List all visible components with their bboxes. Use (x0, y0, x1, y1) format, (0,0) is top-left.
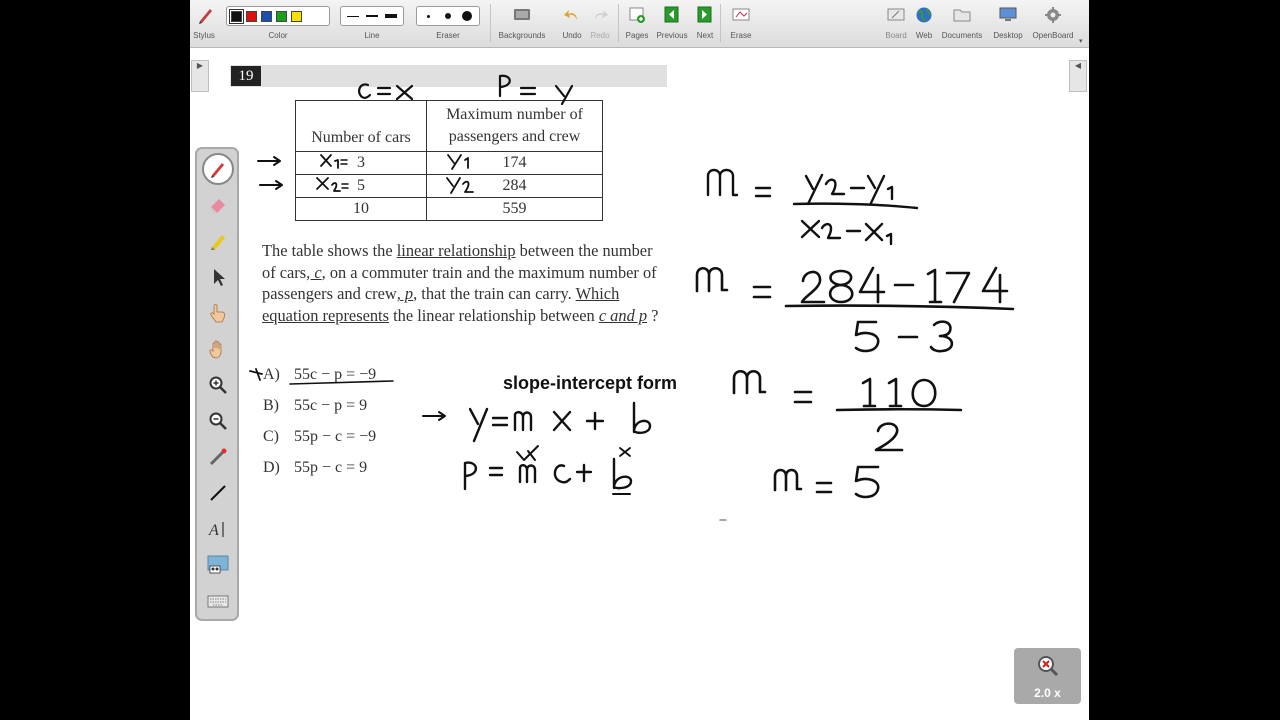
question-fragment: The table shows the (262, 241, 397, 260)
ink-m (697, 268, 727, 291)
answer-letter: C) (263, 428, 279, 445)
answer-letter: B) (263, 397, 279, 414)
ink-digit-4 (983, 268, 1007, 302)
previous-label: Previous (656, 31, 688, 40)
answer-text: 55c − p = 9 (294, 397, 368, 414)
table-header-crew-line1: Maximum number of (446, 106, 583, 123)
table-cell-crew: 559 (427, 198, 603, 221)
ink-equals (493, 418, 507, 425)
ink-digit-2 (876, 424, 902, 450)
ink-check-mark (250, 369, 262, 380)
documents-label: Documents (941, 31, 983, 40)
page-number: 19 (231, 66, 261, 86)
handwritten-ink-layer (190, 0, 1089, 720)
question-underlined: , p (396, 284, 414, 304)
question-fragment: , on a commuter train and the maximum number of passengers and crew (262, 262, 657, 304)
ink-x (620, 448, 630, 456)
ink-equals (754, 287, 770, 297)
ink-equals (795, 392, 811, 402)
question-fragment: , that the train can carry. (413, 284, 576, 304)
answer-letter: D) (263, 459, 280, 476)
ink-x1 (321, 155, 338, 168)
table-cell-crew: 174 (427, 152, 603, 175)
question-underlined: c and p (598, 306, 648, 326)
zoom-indicator[interactable] (1014, 648, 1081, 704)
question-underlined: Which equation represents (262, 284, 620, 326)
ink-m (708, 170, 737, 195)
svg-text:A: A (209, 522, 219, 539)
ink-x (397, 86, 412, 99)
chevron-right-icon: ▶ (196, 61, 204, 70)
ink-y1 (448, 155, 468, 169)
ink-digit-5 (856, 322, 878, 351)
ink-digit-5 (856, 467, 878, 497)
ink-fraction-bar (794, 204, 917, 208)
table-cell-cars: 10 (296, 198, 427, 221)
ink-x1 (866, 224, 891, 244)
ink-x (802, 221, 819, 237)
table-cell-crew: 284 (427, 175, 603, 198)
ink-digit-2 (802, 272, 824, 302)
ink-c (555, 465, 570, 482)
ink-arrow (423, 412, 445, 420)
ink-x (554, 412, 570, 430)
color-label: Color (268, 31, 288, 40)
answer-text: 55p − c = −9 (294, 428, 377, 445)
table-header-cars: Number of cars (296, 101, 427, 152)
ink-y (806, 175, 822, 204)
ink-equals (378, 88, 390, 94)
ink-digit-1 (928, 270, 941, 302)
ink-m (520, 465, 535, 482)
ink-equals (490, 468, 502, 475)
zoom-reset-icon (1036, 654, 1060, 678)
desktop-label: Desktop (993, 31, 1023, 40)
ink-arrow (258, 157, 280, 165)
ink-digit-7 (947, 273, 969, 302)
ink-y (556, 86, 572, 104)
ink-digit-3 (931, 322, 952, 352)
ink-b (614, 459, 631, 488)
slope-intercept-label: slope-intercept form (503, 373, 678, 393)
question-fragment: ? (647, 306, 659, 326)
ink-m (515, 412, 531, 430)
ink-p (500, 76, 510, 96)
table-header-crew-line2: passengers and crew (448, 128, 581, 145)
ink-equals (521, 88, 535, 94)
question-fragment: between the number of cars (262, 241, 653, 282)
ink-digit-4 (860, 268, 884, 302)
ink-fraction-bar (786, 306, 1013, 309)
chevron-left-icon: ◀ (1074, 61, 1082, 70)
ink-equals (817, 483, 831, 492)
ink-y1 (868, 176, 892, 203)
next-label: Next (696, 31, 714, 40)
question-underlined: linear relationship (396, 241, 516, 260)
openboard-label: OpenBoard (1032, 31, 1074, 40)
question-underlined: , c (306, 262, 322, 282)
ink-p (465, 463, 476, 489)
undo-label: Undo (562, 31, 582, 40)
ink-m (734, 371, 765, 393)
ink-m (775, 470, 801, 490)
answer-text: 55c − p = −9 (294, 366, 377, 383)
ink-x2 (317, 178, 340, 191)
ink-digit-0 (913, 380, 936, 406)
question-fragment: the linear relationship between (388, 306, 599, 326)
web-label: Web (915, 31, 933, 40)
ink-equals (342, 184, 348, 188)
ink-plus (587, 413, 603, 429)
ink-plus (577, 465, 591, 481)
eraser-label: Eraser (436, 31, 460, 40)
ink-c (359, 84, 370, 97)
ink-y2 (447, 178, 473, 193)
ink-digit-8 (830, 271, 852, 302)
table-cell-cars: 5 (296, 175, 427, 198)
chevron-down-icon[interactable]: ▾ (1079, 38, 1083, 45)
ink-digit-1 (889, 379, 901, 406)
ink-2 (826, 180, 844, 194)
ink-equals (341, 160, 347, 164)
board-label: Board (885, 31, 907, 40)
answer-text: 55p − c = 9 (294, 459, 368, 476)
openboard-window (190, 0, 1089, 720)
erase-label: Erase (730, 31, 752, 40)
ink-check-mark (517, 446, 538, 460)
stylus-label: Stylus (193, 31, 215, 40)
backgrounds-label: Backgrounds (498, 31, 546, 40)
answer-letter: A) (263, 366, 280, 383)
ink-digit-1 (863, 379, 875, 406)
pages-label: Pages (625, 31, 649, 40)
ink-2 (822, 224, 840, 238)
ink-arrow (260, 181, 282, 189)
ink-b (634, 403, 650, 433)
line-label: Line (364, 31, 380, 40)
ink-fraction-bar (837, 409, 961, 410)
ink-y (470, 409, 487, 441)
ink-equals (756, 188, 770, 196)
ink-underline (290, 381, 393, 384)
zoom-level: 2.0 x (1034, 686, 1061, 700)
table-cell-cars: 3 (296, 152, 427, 175)
redo-label: Redo (590, 31, 610, 40)
